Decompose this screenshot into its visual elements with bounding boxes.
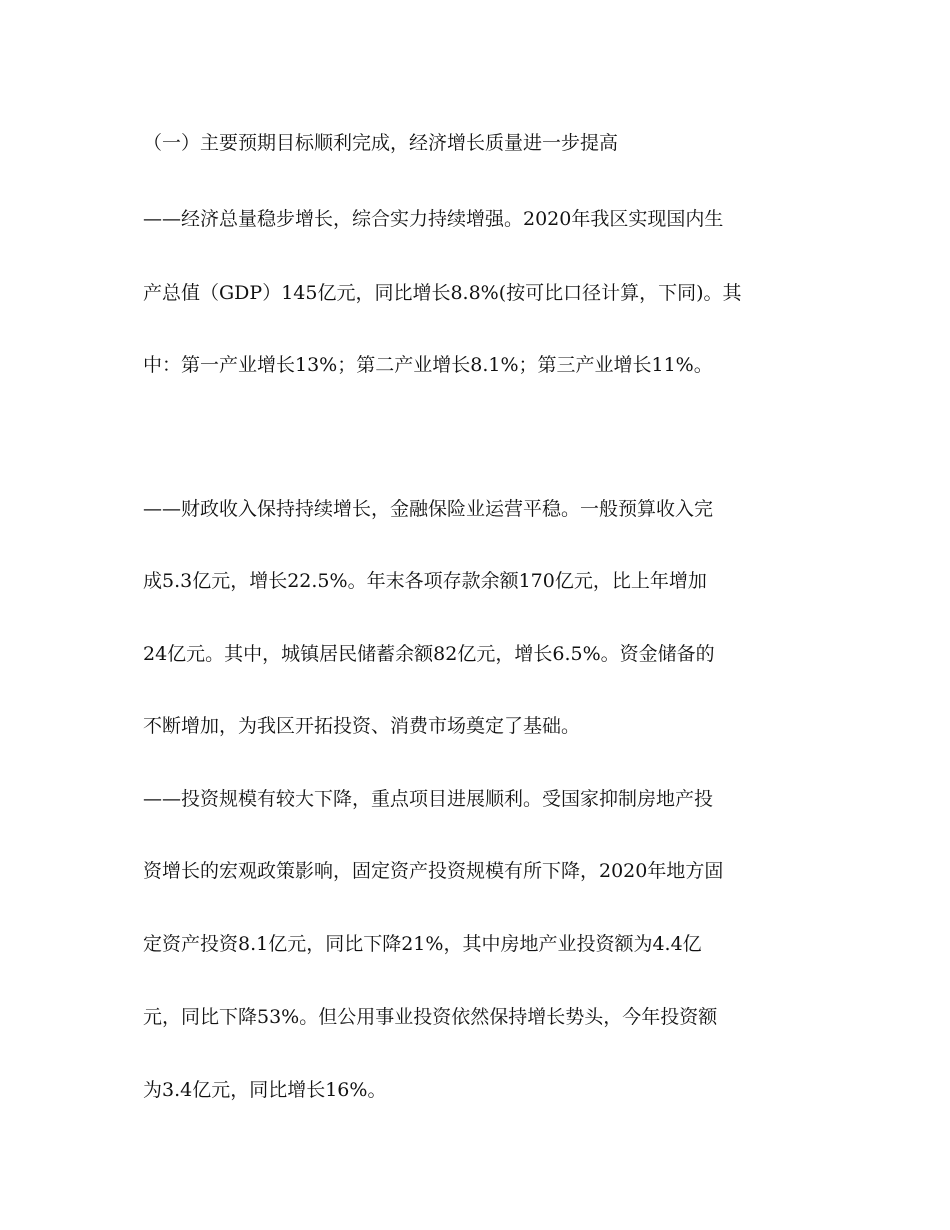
paragraph-economy-line-2: 产总值（GDP）145亿元，同比增长8.8%(按可比口径计算，下同)。其 <box>143 282 742 304</box>
paragraph-economy-line-3: 中：第一产业增长13%；第二产业增长8.1%；第三产业增长11%。 <box>143 354 713 376</box>
paragraph-finance-line-2: 成5.3亿元，增长22.5%。年末各项存款余额170亿元，比上年增加 <box>143 570 707 592</box>
paragraph-economy-line-1: ——经济总量稳步增长，综合实力持续增强。2020年我区实现国内生 <box>143 208 724 230</box>
paragraph-investment-line-5: 为3.4亿元，同比增长16%。 <box>143 1079 387 1101</box>
paragraph-investment-line-3: 定资产投资8.1亿元，同比下降21%，其中房地产业投资额为4.4亿 <box>143 933 702 955</box>
paragraph-finance-line-3: 24亿元。其中，城镇居民储蓄余额82亿元，增长6.5%。资金储备的 <box>143 643 715 665</box>
paragraph-finance-line-4: 不断增加，为我区开拓投资、消费市场奠定了基础。 <box>143 715 581 737</box>
paragraph-investment-line-1: ——投资规模有较大下降，重点项目进展顺利。受国家抑制房地产投 <box>143 788 714 810</box>
paragraph-finance-line-1: ——财政收入保持持续增长，金融保险业运营平稳。一般预算收入完 <box>143 498 714 520</box>
section-heading: （一）主要预期目标顺利完成，经济增长质量进一步提高 <box>143 132 619 154</box>
paragraph-investment-line-4: 元，同比下降53%。但公用事业投资依然保持增长势头，今年投资额 <box>143 1006 718 1028</box>
paragraph-investment-line-2: 资增长的宏观政策影响，固定资产投资规模有所下降，2020年地方固 <box>143 860 724 882</box>
